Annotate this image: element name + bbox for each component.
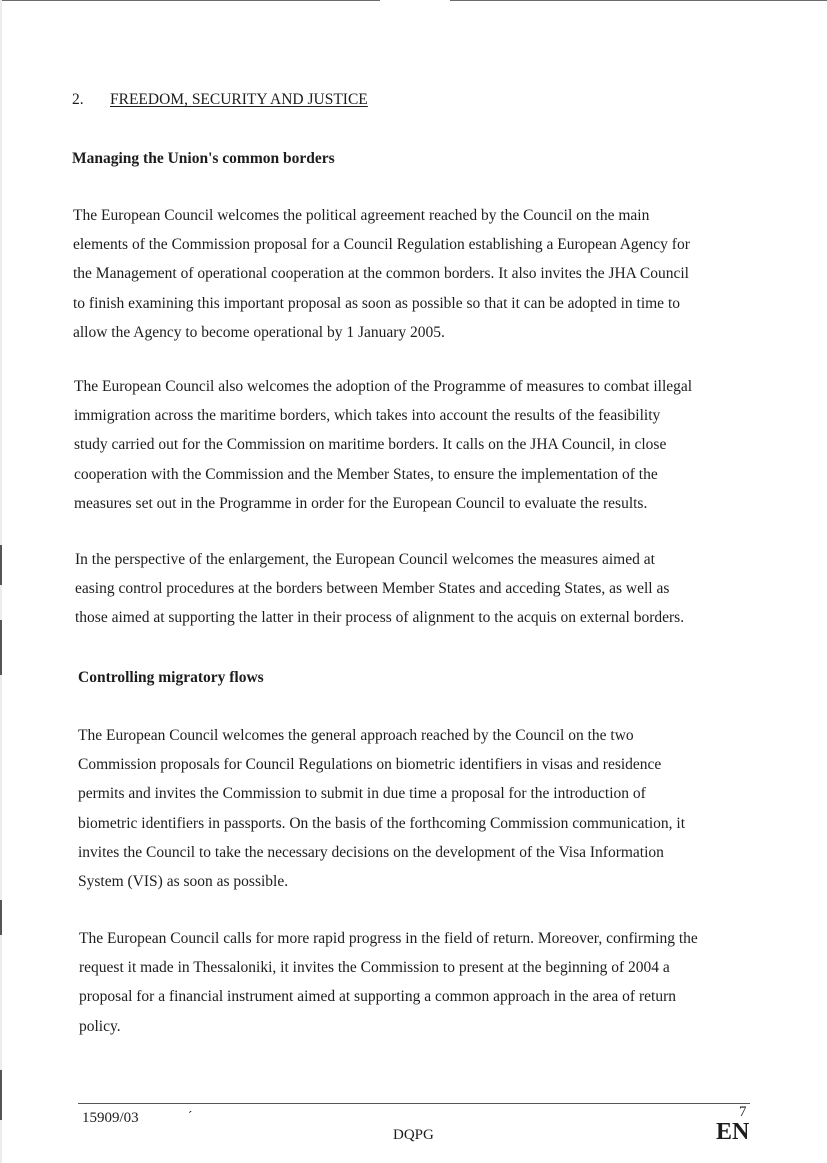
scan-mark [0, 900, 2, 935]
paragraph-line: The European Council also welcomes the adoption of the Programme of measures to combat illegal [74, 378, 693, 395]
subheading-migration: Controlling migratory flows [78, 669, 264, 686]
paragraph-line: Commission proposals for Council Regulations on biometric identifiers in visas and residence [78, 756, 662, 774]
paragraph-line: measures set out in the Programme in order for the European Council to evaluate the results. [74, 494, 648, 512]
paragraph-line: the Management of operational cooperation at the common borders. It also invites the JHA Council [73, 265, 689, 283]
paragraph-enlargement [75, 545, 684, 633]
paragraph-line: The European Council welcomes the political agreement reached by the Council on the main [73, 207, 650, 224]
paragraph-agency [73, 201, 690, 347]
paragraph-line: cooperation with the Commission and the Member States, to ensure the implementation of the [74, 465, 658, 483]
paragraph-line: those aimed at supporting the latter in their process of alignment to the acquis on external borders. [75, 609, 685, 627]
scan-mark [0, 620, 2, 675]
paragraph-line: immigration across the maritime borders, which takes into account the results of the feasibility [74, 407, 661, 425]
subheading-borders: Managing the Union's common borders [72, 150, 335, 167]
footer-rule [78, 1103, 750, 1104]
footer-department: DQPG [393, 1127, 434, 1143]
paragraph-line: The European Council calls for more rapid progress in the field of return. Moreover, confirming the [79, 930, 698, 947]
footer-page-number: 7 [739, 1104, 747, 1120]
paragraph-line: proposal for a financial instrument aimed at supporting a common approach in the area of return [79, 988, 676, 1006]
footer-mark: ´ [188, 1108, 193, 1123]
paragraph-line: In the perspective of the enlargement, the European Council welcomes the measures aimed at [75, 551, 655, 568]
footer-language: EN [716, 1119, 750, 1145]
paragraph-line: elements of the Commission proposal for a Council Regulation establishing a European Agency for [73, 236, 690, 254]
paragraph-line: allow the Agency to become operational by 1 January 2005. [73, 323, 445, 341]
section-number: 2. [72, 91, 84, 108]
footer-document-number: 15909/03 [82, 1110, 139, 1126]
paragraph-line: invites the Council to take the necessary decisions on the development of the Visa Information [78, 843, 664, 861]
top-rule-left [0, 0, 380, 1]
paragraph-line: request it made in Thessaloniki, it invites the Commission to present at the beginning of 2004 a [79, 959, 670, 977]
section-title: FREEDOM, SECURITY AND JUSTICE [110, 91, 368, 108]
scan-mark [0, 1070, 2, 1120]
paragraph-line: The European Council welcomes the general approach reached by the Council on the two [78, 727, 634, 744]
paragraph-line: System (VIS) as soon as possible. [78, 873, 289, 891]
top-rule-right [450, 0, 827, 1]
paragraph-line: study carried out for the Commission on maritime borders. It calls on the JHA Council, in close [74, 436, 667, 454]
paragraph-line: biometric identifiers in passports. On the basis of the forthcoming Commission communication, it [78, 814, 685, 832]
paragraph-biometric [78, 721, 685, 896]
paragraph-line: permits and invites the Commission to submit in due time a proposal for the introduction of [78, 785, 646, 803]
paragraph-return [79, 924, 698, 1041]
paragraph-line: easing control procedures at the borders between Member States and acceding States, as well as [75, 580, 670, 598]
paragraph-maritime [74, 372, 692, 518]
paragraph-line: policy. [79, 1017, 121, 1035]
paragraph-line: to finish examining this important proposal as soon as possible so that it can be adopted in time to [73, 294, 680, 312]
section-heading [72, 91, 368, 109]
scan-mark [0, 545, 2, 585]
